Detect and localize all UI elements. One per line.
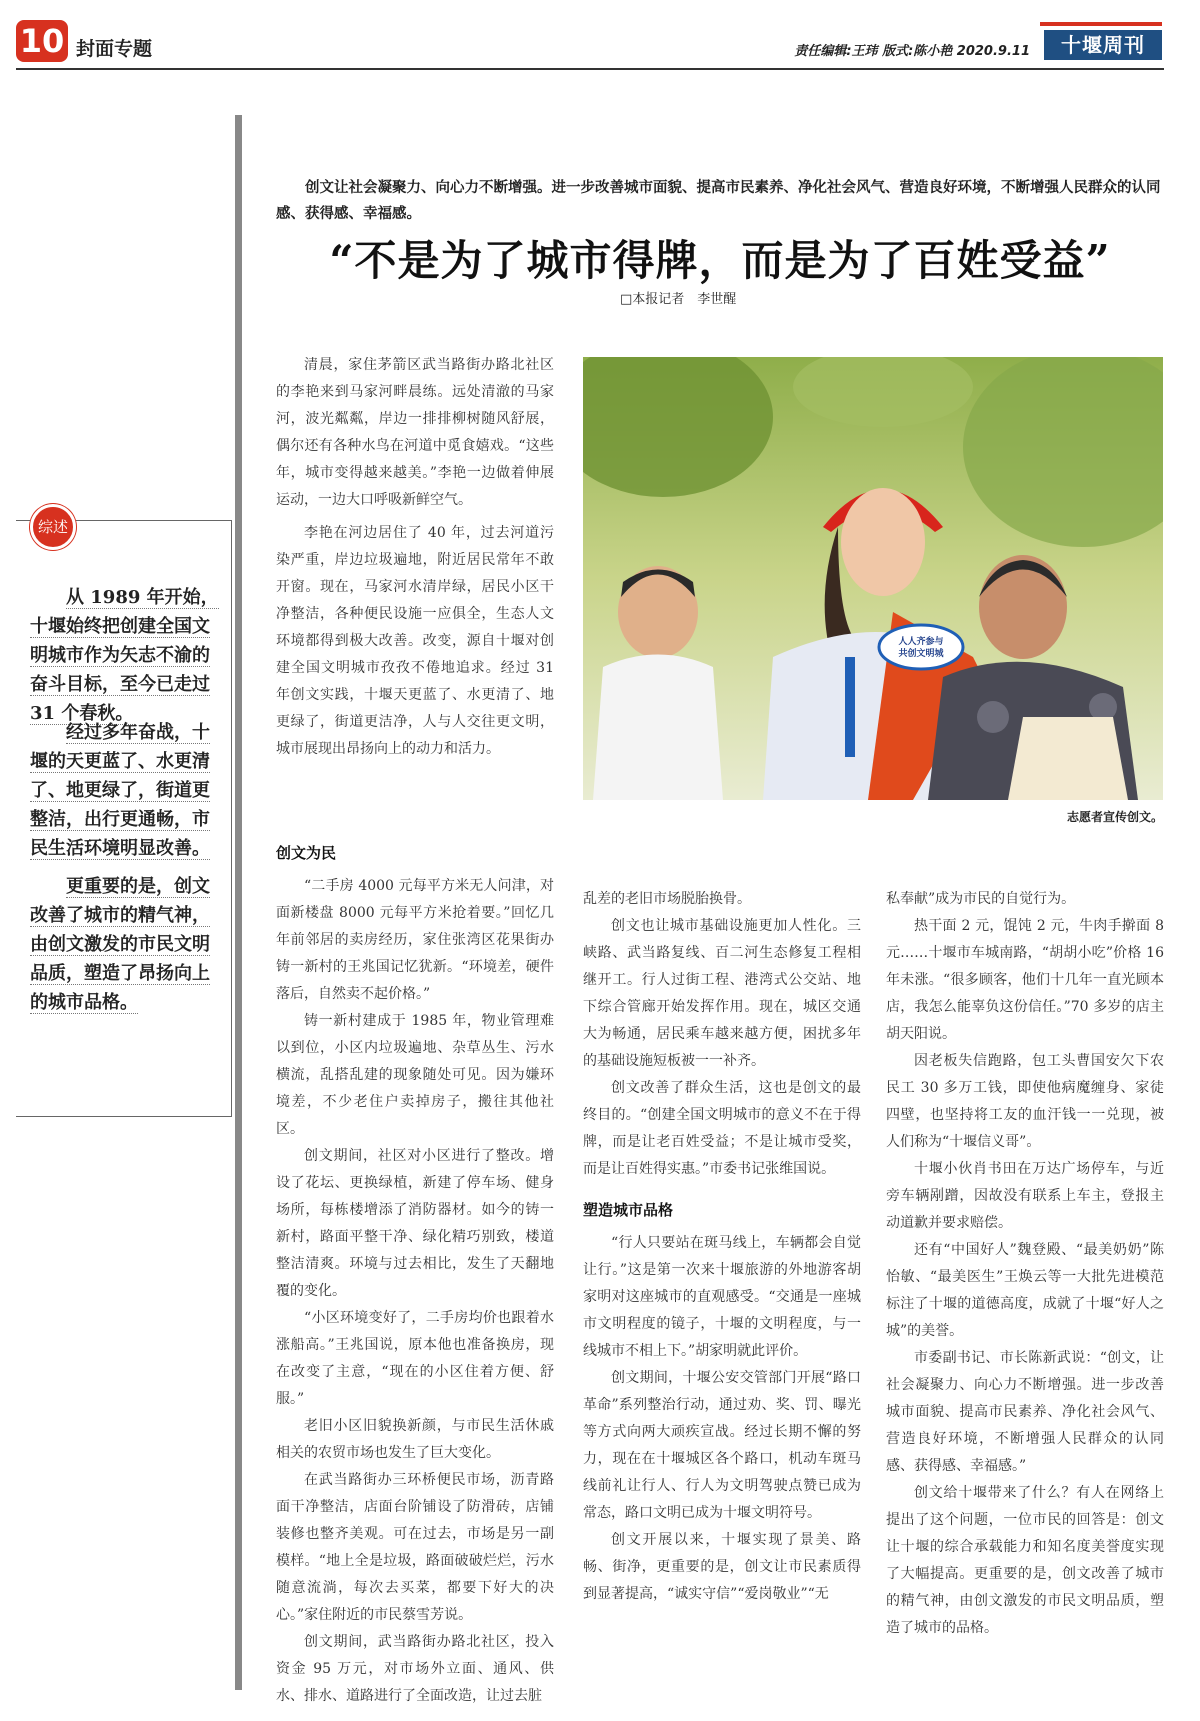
photo-caption: 志愿者宣传创文。: [1066, 810, 1163, 824]
column-2: [583, 886, 861, 1608]
section-title: 封面专题: [76, 38, 153, 60]
article-photo: [583, 357, 1163, 800]
paragraph: 创文给十堰带来了什么？有人在网络上提出了这个问题，一位市民的回答是：创文让十堰的综合承载能力和知名度美誉度实现了大幅提高。更重要的是，创文改善了城市的精气神，由创文激发的市民文明品质，塑造了城市的品格。: [886, 1485, 1164, 1636]
article-lead: 创文让社会凝聚力、向心力不断增强。进一步改善城市面貌、提高市民素养、净化社会风气、营造良好环境，不断增强人民群众的认同感、获得感、幸福感。: [276, 179, 1161, 222]
paragraph: 创文开展以来，十堰实现了景美、路畅、街净，更重要的是，创文让市民素质得到显著提高，“诚实守信”“爱岗敬业”“无: [583, 1532, 861, 1602]
paragraph: 创文也让城市基础设施更加人性化。三峡路、武当路复线、百二河生态修复工程相继开工。行人过街工程、港湾式公交站、地下综合管廊开始发挥作用。现在，城区交通大为畅通，居民乘车越来越方便，困扰多年的基础设施短板被一一补齐。: [583, 918, 861, 1069]
article-headline: “不是为了城市得牌，而是为了百姓受益”: [329, 236, 1111, 285]
paragraph: 创文期间，社区对小区进行了整改。增设了花坛、更换绿植，新建了停车场、健身场所，每栋楼增添了消防器材。如今的铸一新村，路面平整干净、绿化精巧别致，楼道整洁清爽。环境与过去相比，发生了天翻地覆的变化。: [276, 1148, 554, 1299]
intro-column: [276, 352, 554, 763]
column-1: [276, 836, 554, 1710]
paragraph: 创文期间，武当路街办路北社区，投入资金 95 万元，对市场外立面、通风、供水、排水、道路进行了全面改造，让过去脏: [276, 1634, 554, 1704]
summary-paragraph: 经过多年奋战，十堰的天更蓝了、水更清了、地更绿了，街道更整洁，出行更通畅，市民生活环境明显改善。: [30, 722, 210, 859]
column-3: [886, 886, 1164, 1642]
volunteer-photo-illustration: [583, 357, 1163, 800]
paragraph: 还有“中国好人”魏登殿、“最美奶奶”陈怡敏、“最美医生”王焕云等一大批先进模范标注了十堰的道德高度，成就了十堰“好人之城”的美誉。: [886, 1242, 1164, 1339]
summary-badge: 综述: [30, 504, 76, 550]
editor-credits: 责任编辑:王玮 版式:陈小艳 2020.9.11: [794, 44, 1030, 59]
svg-text:共创文明城: 共创文明城: [898, 649, 944, 659]
paragraph: 十堰小伙肖书田在万达广场停车，与近旁车辆剐蹭，因故没有联系上车主，登报主动道歉并要求赔偿。: [886, 1161, 1164, 1231]
subheading: 创文为民: [276, 844, 337, 862]
paragraph: “二手房 4000 元每平方米无人问津，对面新楼盘 8000 元每平方米抢着要。”回忆几年前邻居的卖房经历，家住张湾区花果街办铸一新村的王兆国记忆犹新。“环境差，硬件落后，自然卖不起价格。”: [276, 878, 554, 1002]
paragraph: 私奉献”成为市民的自觉行为。: [886, 891, 1076, 907]
paragraph: 创文期间，十堰公安交管部门开展“路口革命”系列整治行动，通过劝、奖、罚、曝光等方式向两大顽疾宣战。经过长期不懈的努力，现在在十堰城区各个路口，机动车斑马线前礼让行人、行人为文明驾驶点赞已成为常态，路口文明已成为十堰文明符号。: [583, 1370, 861, 1521]
paragraph: “行人只要站在斑马线上，车辆都会自觉让行。”这是第一次来十堰旅游的外地游客胡家明对这座城市的直观感受。“交通是一座城市文明程度的镜子，十堰的文明程度，与一线城市不相上下。”胡家明就此评价。: [583, 1235, 861, 1359]
paragraph: 老旧小区旧貌换新颜，与市民生活休戚相关的农贸市场也发生了巨大变化。: [276, 1418, 554, 1461]
paragraph: 李艳在河边居住了 40 年，过去河道污染严重，岸边垃圾遍地，附近居民常年不敢开窗。现在，马家河水清岸绿，居民小区干净整洁，各种便民设施一应俱全，生态人文环境都得到极大改善。改变，源自十堰对创建全国文明城市孜孜不倦地追求。经过 31 年创文实践，十堰天更蓝了、水更清了、地更绿了，街道更洁净，人与人交往更文明，城市展现出昂扬向上的动力和活力。: [276, 525, 554, 757]
sidebar-divider: [235, 115, 242, 1690]
summary-paragraph: 更重要的是，创文改善了城市的精气神，由创文激发的市民文明品质，塑造了昂扬向上的城市品格。: [30, 876, 210, 1013]
paragraph: 热干面 2 元，馄饨 2 元，牛肉手擀面 8 元……十堰市车城南路，“胡胡小吃”价格 16 年未涨。“很多顾客，他们十几年一直光顾本店，我怎么能辜负这份信任。”70 多岁的店主胡天阳说。: [886, 918, 1164, 1042]
article-byline: □本报记者 李世醒: [620, 292, 737, 307]
paragraph: 清晨，家住茅箭区武当路街办路北社区的李艳来到马家河畔晨练。远处清澈的马家河，波光粼粼，岸边一排排柳树随风舒展，偶尔还有各种水鸟在河道中觅食嬉戏。“这些年，城市变得越来越美。”李艳一边做着伸展运动，一边大口呼吸新鲜空气。: [276, 357, 554, 508]
paragraph: “小区环境变好了，二手房均价也跟着水涨船高。”王兆国说，原本他也准备换房，现在改变了主意，“现在的小区住着方便、舒服。”: [276, 1310, 554, 1407]
subheading: 塑造城市品格: [583, 1201, 674, 1219]
paragraph: 乱差的老旧市场脱胎换骨。: [583, 891, 751, 907]
publication-logo: [1040, 22, 1162, 60]
paragraph: 铸一新村建成于 1985 年，物业管理难以到位，小区内垃圾遍地、杂草丛生、污水横流，乱搭乱建的现象随处可见。因为嫌环境差，不少老住户卖掉房子，搬往其他社区。: [276, 1013, 554, 1137]
paragraph: 创文改善了群众生活，这也是创文的最终目的。“创建全国文明城市的意义不在于得牌，而是让老百姓受益；不是让城市受奖，而是让百姓得实惠。”市委书记张维国说。: [583, 1080, 861, 1177]
paragraph: 市委副书记、市长陈新武说：“创文，让社会凝聚力、向心力不断增强。进一步改善城市面貌、提高市民素养、净化社会风气、营造良好环境，不断增强人民群众的认同感、获得感、幸福感。”: [886, 1350, 1164, 1474]
publication-name: 十堰周刊: [1044, 30, 1162, 60]
page-number: 10: [16, 20, 68, 62]
header-rule: [16, 68, 1164, 70]
paragraph: 因老板失信跑路，包工头曹国安欠下农民工 30 多万工钱，即使他病魔缠身、家徒四壁，也坚持将工友的血汗钱一一兑现，被人们称为“十堰信义哥”。: [886, 1053, 1164, 1150]
paragraph: 在武当路街办三环桥便民市场，沥青路面干净整洁，店面台阶铺设了防滑砖，店铺装修也整齐美观。可在过去，市场是另一副模样。“地上全是垃圾，路面破破烂烂，污水随意流淌，每次去买菜，都要下好大的决心。”家住附近的市民蔡雪芳说。: [276, 1472, 554, 1623]
summary-paragraph: 从 1989 年开始，十堰始终把创建全国文明城市作为矢志不渝的奋斗目标，至今已走过 31 个春秋。: [30, 587, 219, 724]
svg-text:人人齐参与: 人人齐参与: [898, 637, 944, 647]
